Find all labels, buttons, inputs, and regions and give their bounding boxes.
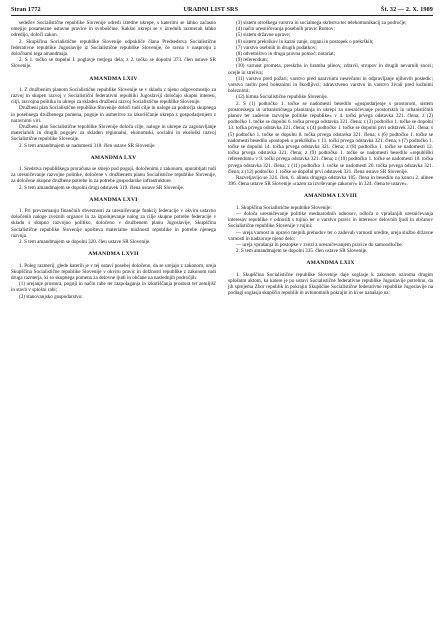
page-header [11, 6, 433, 13]
paragraph: (1) urejanje prostora, pogoji in način rabe ter razpolaganja in izkoriščanja prostora ter zemljišč in stavb v splošni rabi; [11, 281, 216, 294]
paragraph: 1. Pri prevzemanju finančnih obveznosti za uresničevanje funkcij federacije v okviru ustavno določenih naloge zveznih organov in za izpolnjevanje nalog za cilje skupne potrebe federacije v skladu s skupno razvojno politiko, določeno v družbenem planu Jugoslavije, Skupščina Socialistične republike Slovenije upošteva materialne možnosti republike in potrebe njenega razvoja. [11, 208, 216, 239]
paragraph: 1. Z družbenim planom Socialistične republike Slovenije se v skladu z njeno odgovornostjo za razvoj in skupen razvoj v Socialistični federativni republiki Jugoslaviji določajo skupni interesi, cilji, razvojna politika in ukrepi za skladen družbeni razvoj Socialistične republike Slovenije. [11, 86, 216, 106]
text-columns [11, 20, 433, 640]
paragraph: (11) varstvo pred požari; varstvo pred naravnimi nesrečami in odpravljanje njihovih posledic; varstvo raslin pred boleznimi in škodljivci; zdravstveno varstvo in varstvo živali pred kužnimi boleznimi; [228, 75, 433, 95]
paragraph: Razveljavijo se 324. člen, 6. alinea drugega odstavka 185. člena in besedilo na koncu 2. alinee 396. člena ustave SR Slovenije »razen za izvrševanje zakonov« in 324. člena te ustave«. [228, 175, 433, 188]
paragraph: 2. Skupščina Socialistične republike Slovenije odpokliče člana Predsedstva Socialistične federativne republike Jugoslavije iz Socialistične republike Slovenije, če ravna v nasprotju z določbami tega amandmaja. [11, 38, 216, 58]
left-column [11, 20, 216, 640]
amendment-heading: AMANDMA LXIX [306, 260, 355, 267]
amendment-heading: AMANDMA LXVI [89, 196, 138, 203]
amendment-heading: AMANDMA LXVII [88, 251, 139, 258]
paragraph: sedežev Socialistične republike Slovenije odredi izredne ukrepe, s katerimi se lahko začasno omejijo posamezne ustavne pravice in svoboščine. Kakšni ukrepi se v izrednih razmerah lahko odredijo, določi zakon. [11, 20, 216, 39]
paragraph: — ureja varnost in upravo mejnih prehodov ter o zadevah varnosti uredite, ureja službo državne varnosti in nadzoruje njeno delo; [228, 229, 433, 242]
paragraph: Družbeni plan Socialistične republike Slovenije določi tudi cilje in naloge za področja skupnega in posebnega družbenega pomena, pogoje in usmeritve za izkoriščanje ukrepa z gospodarjenjem z naravnimi viri. [11, 105, 216, 124]
paragraph: 2. S tem amandmajem se dopolni drugi odstavek 319. člena ustave SR Slovenije. [19, 184, 185, 191]
amendment-heading: AMANDMA LXIV [89, 75, 138, 82]
paragraph: 2. S tem amandmajem se dopolni 320. člen ustave SR Slovenije. [19, 239, 151, 246]
paragraph: (9) referendum; [236, 57, 269, 64]
publication-title: URADNI LIST SRS [183, 6, 239, 13]
paragraph: 1. Skupščina Socialistične republike Slovenije daje soglasje k zakonom oziroma drugim splošnim aktom, ka katere je po ustavi Socialistične federativne republike Jugoslavije potrebno, da jih sprejema Zbor republik in pokrajin Skupščine Socialistične federativne republike Jugoslavije na podlagi soglasja skupščin republik in avtonomnih pokrajin in ki se nanašajo na: [228, 271, 433, 297]
paragraph: 2. S 1. točko se dopolni I. poglavje tretjega dela; z 2. točko se dopolni 373. člen ustave SR Slovenije. [11, 57, 216, 70]
paragraph: — določa uresničevanje politike mednarodnih odnosov, odloča o vprašanjih uresničevanja interesov republike v odnosih s tujino ter o varstvu pravic in interesov delovnih ljudi in občanov Socialistične republike Slovenije v tujini; [228, 210, 433, 230]
paragraph: (4) način uresničevanja posebnih pravic Romov; [236, 26, 335, 33]
paragraph: 2. S tem amandmajem se dopolni 335. člen ustave SR Slovenije. [236, 248, 368, 255]
paragraph: (2) stanovanjsko gospodarstvo; [19, 293, 83, 300]
page-number: Stran 1772 [11, 6, 41, 13]
paragraph: (7) varstvo osebnih in drugih podatkov; [236, 44, 317, 51]
paragraph: (6) sistem prekrškov in kazni zanje, organi in postopek o prekrških; [236, 38, 374, 45]
paragraph: (12) himna Socialistične republike Slovenije. [236, 94, 329, 101]
paragraph: 1. Poleg razmerij, glede katerih je v tej ustavi posebej določeno, da se urejajo z zakonom, ureja Skupščina Socialistične republike Slovenije v okviru pravic in dolžnosti republike z zakonom tudi druga razmerja, ki so skupnega pomena za delovne ljudi in občane na naslednjih področjih: [11, 262, 216, 281]
paragraph: — ureja vprašanja in postopke v zvezi z uresničevanjem pravice do samoodločbe. [236, 241, 403, 248]
amendment-heading: AMANDMA LXVIII [304, 193, 357, 200]
issue-date: Št. 32 — 2. X. 1989 [380, 6, 433, 13]
paragraph: (10) varnost prometa, preskrba in hramba plinov, zdravil, strupov in drugih nevarnih snovi; ocejle in streliva; [228, 63, 433, 76]
paragraph: (3) sistem otroškega varstva in socialnega skrbstva ter telekomunikacij za področje; [236, 20, 407, 26]
header-rule [11, 15, 433, 16]
paragraph: (8) odvetništvo in druga pravna pomoč; notariat; [236, 51, 336, 58]
amendment-heading: AMANDMA LXV [90, 154, 137, 161]
paragraph: Družbeni plan Socialistične republike Slovenije določa cilje, naloge in ukrepe za zagotavljanje materialnih in drugih pogojev za skladen regionalni, ekonomski, socialni in ekološki razvoj Socialistične republike Slovenije. [11, 124, 216, 143]
paragraph: 1. Sredstva republiškega proračuna se smejo pod pogoji, določenimi z zakonom, uporabljati tudi za uresničevanje razvojne politike, določene v družbenem planu Socialistične republike Slovenije, za določene skupne družbene potrebe in za potrebe gospodarske infrastrukture. [11, 166, 216, 185]
paragraph: 2. S tem amandmajem se nadomesti 318. člen ustave SR Slovenije. [19, 142, 156, 149]
right-column [228, 20, 433, 640]
paragraph: (5) sistem državne uprave; [236, 32, 291, 39]
paragraph: 2. S (1) podtočko 1. točke se nadomesti besedilo »gospodarjenje s prostorom, sistem prostorskega in urbanističnega planiranja in ukrepi za uresničevanje prostorskih in urbanističnih planov ter zadevne razvojne politike republike« v 4. točki prvega odstavka 321. člena; z (2) podtočko 1. točke se dopolni 6. točka prvega odstavka 321. člena; z (3) podtočko 1. točke se dopolni 13. točka prvega odstavka 321. člena; s (4) podtočko 1. točke se dopolni prvi odstavek 321. člena; s (5) podtočko 1. točke se dopolni 8. točka prvega odstavka 321. člena; s (6) podtočko 1. točke se nadomesti besedilo »postopek o prekrških« v 11. točki prvega odstavka 321. člena; s (7) podtočko 1. točke se dopolni 14. točka prvega odstavka 321. člena; z (8) podtočko 1. točke se nadomesti 12. točka prvega odstavka 321. člena; z (9) podtočko 1. točke se nadomesti besedilo »republiški referendum« v 9. točki prvega odstavka 321. člena; z (10) podtočko 1. točke se nadomesti 10. točka prvega odstavka 321. člena; z (11) podtočko 1. točke se nadomesti 20. točka prvega odstavka 321. člena; z (12) podtočko 1. točke se dopolni prvi odstavek 321. člena ustave SR Slovenije. [228, 100, 433, 175]
paragraph: 1. Skupščina Socialistične republike Slovenije: [236, 204, 332, 211]
